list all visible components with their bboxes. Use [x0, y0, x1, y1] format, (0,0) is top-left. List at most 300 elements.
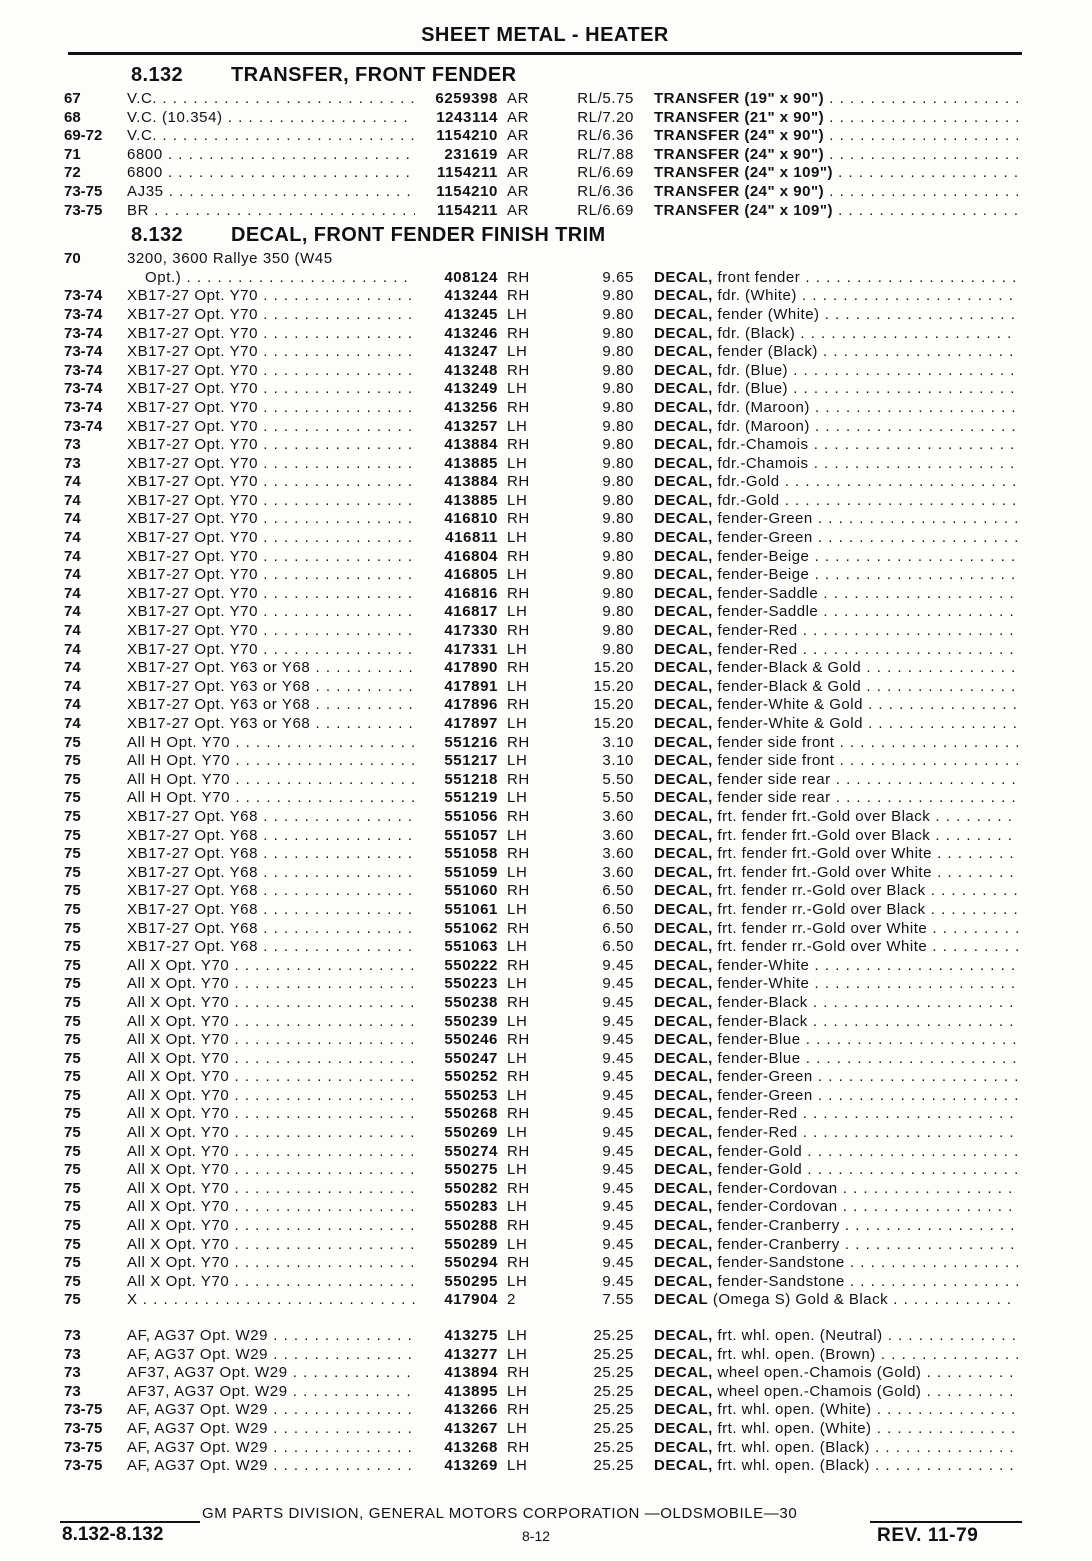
description-heading: DECAL, [654, 640, 713, 658]
quantity-side-cell: RH [507, 882, 530, 900]
description-text: fender-Black [712, 1012, 808, 1030]
part-number-cell: 551056 [444, 807, 498, 825]
description-cell [654, 146, 1018, 165]
footer-publisher: GM PARTS DIVISION, GENERAL MOTORS CORPORATION —OLDSMOBILE—30 [202, 1505, 798, 1522]
description-text: frt. whl. open. (White) [712, 1419, 872, 1437]
description-text: fender-Blue [712, 1031, 801, 1049]
description-heading: DECAL, [654, 1438, 713, 1456]
description-cell [654, 1439, 1018, 1458]
part-number-cell: 416816 [444, 584, 498, 602]
page-footer [52, 1500, 1042, 1560]
table-row [64, 882, 1024, 901]
application-cell: AF, AG37 Opt. W29 . . . [127, 1346, 415, 1365]
year-cell: 73-75 [64, 1401, 103, 1419]
description-text: fender-Black & Gold [712, 659, 862, 677]
description-cell [654, 1401, 1018, 1420]
quantity-side-cell: AR [507, 182, 530, 200]
description-text: (24" x 109") [739, 164, 833, 182]
part-number-cell: 551219 [444, 789, 498, 807]
description-cell [654, 1346, 1018, 1365]
description-cell [654, 436, 1018, 455]
description-cell [654, 678, 1018, 697]
year-cell: 69-72 [64, 127, 103, 145]
table-row [64, 845, 1024, 864]
part-number-cell: 1154211 [437, 164, 498, 182]
year-cell: 75 [64, 1086, 81, 1104]
price-cell: 9.80 [602, 473, 634, 491]
description-text: fdr. (Blue) [712, 380, 789, 398]
table-row [64, 306, 1024, 325]
description-cell [654, 1236, 1018, 1255]
part-number-cell: 551217 [444, 752, 498, 770]
quantity-side-cell: 2 [507, 1291, 516, 1309]
table-row [64, 1457, 1024, 1476]
part-number-cell: 550269 [444, 1124, 498, 1142]
application-cell: XB17-27 Opt. Y68 . . . [127, 864, 415, 883]
table-row [64, 1087, 1024, 1106]
part-number-cell: 417897 [444, 715, 498, 732]
part-number-cell: 413256 [444, 398, 498, 416]
year-cell: 74 [64, 640, 81, 658]
quantity-side-cell: RH [507, 733, 530, 751]
price-cell: 9.80 [602, 510, 634, 528]
application-cell: AF37, AG37 Opt. W29 . . . [127, 1364, 415, 1383]
price-cell: 9.45 [602, 1235, 634, 1253]
description-heading: DECAL, [654, 789, 713, 807]
description-cell [654, 1457, 1018, 1476]
description-cell [654, 1217, 1018, 1236]
application-cell: All X Opt. Y70 . . . [127, 1254, 415, 1273]
description-cell [654, 343, 1018, 362]
quantity-side-cell: LH [507, 1086, 528, 1104]
table-row [64, 127, 1024, 146]
application-cell: All X Opt. Y70 . . . [127, 957, 415, 976]
part-number-cell: 551059 [444, 863, 498, 881]
table-row [64, 901, 1024, 920]
table-row [64, 1143, 1024, 1162]
table-row [64, 771, 1024, 790]
year-cell: 73 [64, 1327, 81, 1344]
description-text: fdr.-Chamois [712, 436, 809, 454]
description-cell [654, 109, 1018, 128]
description-text: fender-Gold [712, 1161, 803, 1179]
description-cell [654, 585, 1018, 604]
part-number-cell: 413277 [444, 1345, 498, 1363]
table-row [64, 938, 1024, 957]
year-cell: 73-74 [64, 417, 103, 435]
table-row [64, 1401, 1024, 1420]
description-text: fdr. (Blue) [712, 361, 789, 379]
price-cell: 25.25 [593, 1438, 634, 1456]
description-text: fender-Saddle [712, 584, 819, 602]
description-cell [654, 202, 1018, 221]
description-heading: DECAL, [654, 956, 713, 974]
part-number-cell: 550247 [444, 1049, 498, 1067]
application-cell: XB17-27 Opt. Y70 . . . [127, 585, 415, 604]
price-cell: 9.80 [602, 417, 634, 435]
description-heading: DECAL, [654, 1254, 713, 1272]
application-cell: XB17-27 Opt. Y70 . . . [127, 566, 415, 585]
application-cell: All H Opt. Y70 . . . [127, 752, 415, 771]
quantity-side-cell: LH [507, 975, 528, 993]
application-cell: XB17-27 Opt. Y70 . . . [127, 641, 415, 660]
part-number-cell: 417330 [444, 622, 498, 640]
quantity-side-cell: LH [507, 826, 528, 844]
year-cell: 75 [64, 1068, 81, 1086]
application-cell: All X Opt. Y70 . . . [127, 1031, 415, 1050]
year-cell: 75 [64, 789, 81, 807]
description-text: fender-Red [712, 640, 798, 658]
price-cell: 9.45 [602, 1161, 634, 1179]
description-heading: DECAL, [654, 993, 713, 1011]
description-cell [654, 362, 1018, 381]
description-text: fender (White) [712, 305, 820, 323]
description-cell [654, 306, 1018, 325]
description-text: (24" x 90") [739, 182, 825, 200]
description-cell [654, 827, 1018, 846]
description-heading: DECAL, [654, 529, 713, 547]
quantity-side-cell: LH [507, 1124, 528, 1142]
description-cell [654, 529, 1018, 548]
description-heading: DECAL, [654, 882, 713, 900]
quantity-side-cell: LH [507, 1012, 528, 1030]
quantity-side-cell: LH [507, 1198, 528, 1216]
table-row [64, 1291, 1024, 1310]
description-cell [654, 957, 1018, 976]
description-heading: DECAL, [654, 770, 713, 788]
quantity-side-cell: RH [507, 1142, 530, 1160]
description-cell [654, 325, 1018, 344]
price-cell: 25.25 [593, 1327, 634, 1344]
description-cell [654, 492, 1018, 511]
section-title: DECAL, FRONT FENDER FINISH TRIM [231, 224, 606, 247]
description-cell [654, 901, 1018, 920]
part-number-cell: 550294 [444, 1254, 498, 1272]
table-row [64, 678, 1024, 697]
description-cell [654, 1254, 1018, 1273]
description-heading: TRANSFER [654, 145, 740, 163]
table-row [64, 1161, 1024, 1180]
table-row [64, 1105, 1024, 1124]
description-text: frt. fender rr.-Gold over White [712, 938, 928, 956]
part-number-cell: 550282 [444, 1179, 498, 1197]
application-cell: XB17-27 Opt. Y68 . . . [127, 920, 415, 939]
application-cell: XB17-27 Opt. Y68 . . . [127, 845, 415, 864]
quantity-side-cell: LH [507, 343, 528, 361]
footer-rule [870, 1521, 1022, 1523]
table-row [64, 455, 1024, 474]
description-heading: DECAL, [654, 1161, 713, 1179]
description-text: fdr. (White) [712, 287, 797, 305]
year-cell: 73-74 [64, 343, 103, 361]
section-wheel-opening-list [64, 1327, 1024, 1476]
description-text: fender-Red [712, 1124, 798, 1142]
year-cell: 75 [64, 1217, 81, 1235]
part-number-cell: 231619 [444, 145, 498, 163]
description-heading: DECAL, [654, 1345, 713, 1363]
price-cell: 15.20 [593, 677, 634, 695]
price-cell: 9.65 [602, 268, 634, 286]
part-number-cell: 550295 [444, 1272, 498, 1290]
table-row [64, 399, 1024, 418]
application-cell: V.C. . . . [127, 90, 415, 109]
year-cell: 75 [64, 1105, 81, 1123]
description-text: fdr. (Black) [712, 324, 796, 342]
application-cell: XB17-27 Opt. Y70 . . . [127, 473, 415, 492]
price-cell: 6.50 [602, 882, 634, 900]
description-text: frt. whl. open. (Black) [712, 1438, 870, 1456]
part-number-cell: 413245 [444, 305, 498, 323]
description-cell [654, 90, 1018, 109]
description-heading: DECAL, [654, 752, 713, 770]
description-text: fender side rear [712, 770, 831, 788]
table-row [64, 164, 1024, 183]
application-cell: AF, AG37 Opt. W29 . . . [127, 1401, 415, 1420]
description-cell [654, 269, 1018, 288]
price-cell: 25.25 [593, 1382, 634, 1400]
table-row [64, 183, 1024, 202]
year-cell: 68 [64, 108, 81, 126]
description-text: frt. fender rr.-Gold over Black [712, 900, 926, 918]
description-heading: DECAL, [654, 1086, 713, 1104]
description-heading: DECAL, [654, 436, 713, 454]
page-header [68, 24, 1022, 55]
part-number-cell: 551058 [444, 845, 498, 863]
table-row [64, 603, 1024, 622]
description-cell [654, 566, 1018, 585]
quantity-side-cell: LH [507, 529, 528, 547]
year-cell: 73-75 [64, 1419, 103, 1437]
table-row [64, 1383, 1024, 1402]
quantity-side-cell: RH [507, 268, 530, 286]
quantity-side-cell: RH [507, 770, 530, 788]
application-cell: All X Opt. Y70 . . . [127, 1050, 415, 1069]
description-heading: DECAL, [654, 863, 713, 881]
application-cell: All X Opt. Y70 . . . [127, 1013, 415, 1032]
year-cell: 75 [64, 1272, 81, 1290]
quantity-side-cell: LH [507, 1419, 528, 1437]
description-text: fender-Beige [712, 566, 810, 584]
description-text: frt. whl. open. (Neutral) [712, 1327, 883, 1344]
year-cell: 75 [64, 1254, 81, 1272]
application-cell: XB17-27 Opt. Y70 . . . [127, 529, 415, 548]
description-text: frt. fender frt.-Gold over White [712, 845, 932, 863]
part-number-cell: 550223 [444, 975, 498, 993]
description-cell [654, 882, 1018, 901]
description-heading: DECAL, [654, 268, 713, 286]
table-row [64, 1236, 1024, 1255]
table-row [64, 287, 1024, 306]
year-cell: 74 [64, 677, 81, 695]
table-row [64, 1124, 1024, 1143]
description-cell [654, 1180, 1018, 1199]
part-number-cell: 1154210 [436, 127, 498, 145]
year-cell: 74 [64, 603, 81, 621]
description-cell [654, 127, 1018, 146]
quantity-side-cell: LH [507, 566, 528, 584]
application-cell: XB17-27 Opt. Y70 . . . [127, 418, 415, 437]
description-cell [654, 399, 1018, 418]
quantity-side-cell: LH [507, 1382, 528, 1400]
quantity-side-cell: LH [507, 454, 528, 472]
quantity-side-cell: RH [507, 1364, 530, 1382]
description-heading: DECAL, [654, 287, 713, 305]
application-cell: AF, AG37 Opt. W29 . . . [127, 1327, 415, 1346]
price-cell: 9.45 [602, 1031, 634, 1049]
table-row [64, 1273, 1024, 1292]
quantity-side-cell: LH [507, 1235, 528, 1253]
application-cell: XB17-27 Opt. Y68 . . . [127, 882, 415, 901]
part-number-cell: 550252 [444, 1068, 498, 1086]
part-number-cell: 550274 [444, 1142, 498, 1160]
table-row [64, 641, 1024, 660]
application-cell: AJ35 . . . [127, 183, 415, 202]
application-cell: All X Opt. Y70 . . . [127, 1068, 415, 1087]
description-heading: DECAL, [654, 1235, 713, 1253]
year-cell: 74 [64, 659, 81, 677]
description-heading: DECAL, [654, 491, 713, 509]
table-row [64, 696, 1024, 715]
quantity-side-cell: RH [507, 993, 530, 1011]
application-cell: AF, AG37 Opt. W29 . . . [127, 1439, 415, 1458]
quantity-side-cell: RH [507, 1068, 530, 1086]
description-cell [654, 1291, 1018, 1310]
quantity-side-cell: RH [507, 919, 530, 937]
table-row [64, 789, 1024, 808]
part-number-cell: 6259398 [435, 90, 498, 107]
application-cell: XB17-27 Opt. Y63 or Y68 . . . [127, 678, 415, 697]
table-row [64, 659, 1024, 678]
year-cell: 75 [64, 1049, 81, 1067]
description-text: (24" x 90") [739, 127, 825, 145]
description-text: fender-Cranberry [712, 1217, 840, 1235]
application-cell: XB17-27 Opt. Y68 . . . [127, 827, 415, 846]
part-number-cell: 416805 [444, 566, 498, 584]
price-cell: 25.25 [593, 1401, 634, 1419]
quantity-side-cell: AR [507, 201, 530, 219]
footer-page-number: 8-12 [522, 1528, 551, 1544]
part-number-cell: 551061 [444, 900, 498, 918]
table-row [64, 715, 1024, 734]
section-decal-list [64, 269, 1024, 1310]
description-heading: DECAL, [654, 1364, 713, 1382]
description-cell [654, 1420, 1018, 1439]
catalog-content [64, 60, 1024, 1476]
part-number-cell: 550238 [444, 993, 498, 1011]
description-cell [654, 455, 1018, 474]
price-cell: 9.80 [602, 343, 634, 361]
description-cell [654, 1124, 1018, 1143]
table-row [64, 529, 1024, 548]
year-cell: 75 [64, 1179, 81, 1197]
part-number-cell: 550268 [444, 1105, 498, 1123]
table-row [64, 1013, 1024, 1032]
description-text: fender-Green [712, 1086, 813, 1104]
application-cell: XB17-27 Opt. Y68 . . . [127, 808, 415, 827]
description-cell [654, 1364, 1018, 1383]
section-number: 8.132 [131, 224, 184, 247]
description-text: (24" x 109") [739, 201, 833, 219]
description-cell [654, 1198, 1018, 1217]
application-cell: All H Opt. Y70 . . . [127, 789, 415, 808]
description-text: fender-Green [712, 1068, 813, 1086]
description-heading: DECAL, [654, 343, 713, 361]
quantity-side-cell: RH [507, 1438, 530, 1456]
description-cell [654, 659, 1018, 678]
footer-revision: REV. 11-79 [877, 1525, 979, 1546]
price-cell: 9.45 [602, 1272, 634, 1290]
description-cell [654, 1031, 1018, 1050]
description-heading: DECAL, [654, 361, 713, 379]
year-cell: 74 [64, 491, 81, 509]
table-row [64, 808, 1024, 827]
quantity-side-cell: LH [507, 752, 528, 770]
price-cell: 9.80 [602, 547, 634, 565]
description-heading: DECAL, [654, 324, 713, 342]
description-heading: DECAL, [654, 566, 713, 584]
price-cell: RL/6.69 [577, 201, 634, 219]
part-number-cell: 550288 [444, 1217, 498, 1235]
year-cell: 75 [64, 956, 81, 974]
description-heading: TRANSFER [654, 164, 740, 182]
part-number-cell: 551062 [444, 919, 498, 937]
description-cell [654, 603, 1018, 622]
description-cell [654, 789, 1018, 808]
price-cell: 9.80 [602, 454, 634, 472]
year-cell: 74 [64, 547, 81, 565]
description-text: (19" x 90") [739, 90, 825, 107]
quantity-side-cell: RH [507, 1031, 530, 1049]
price-cell: 9.45 [602, 1254, 634, 1272]
description-text: fender-White & Gold [712, 715, 863, 732]
description-heading: DECAL, [654, 807, 713, 825]
description-heading: DECAL, [654, 454, 713, 472]
description-heading: DECAL, [654, 547, 713, 565]
application-cell: XB17-27 Opt. Y70 . . . [127, 362, 415, 381]
quantity-side-cell: LH [507, 863, 528, 881]
quantity-side-cell: RH [507, 622, 530, 640]
description-text: fender-Sandstone [712, 1272, 845, 1290]
part-number-cell: 413257 [444, 417, 498, 435]
quantity-side-cell: LH [507, 789, 528, 807]
description-heading: DECAL, [654, 1068, 713, 1086]
description-text: frt. fender rr.-Gold over White [712, 919, 928, 937]
description-text: fender-Sandstone [712, 1254, 845, 1272]
part-number-cell: 413885 [444, 491, 498, 509]
description-text: fender side front [712, 752, 835, 770]
year-cell: 75 [64, 1124, 81, 1142]
quantity-side-cell: LH [507, 938, 528, 956]
quantity-side-cell: RH [507, 1105, 530, 1123]
description-text: fender-Cordovan [712, 1198, 838, 1216]
price-cell: 9.80 [602, 361, 634, 379]
application-cell: AF, AG37 Opt. W29 . . . [127, 1457, 415, 1476]
part-number-cell: 413267 [444, 1419, 498, 1437]
table-row [64, 734, 1024, 753]
year-cell: 71 [64, 145, 81, 163]
quantity-side-cell: LH [507, 1457, 528, 1475]
year-cell: 75 [64, 1031, 81, 1049]
year-cell: 75 [64, 900, 81, 918]
price-cell: 15.20 [593, 696, 634, 714]
quantity-side-cell: RH [507, 584, 530, 602]
description-text: fdr. (Maroon) [712, 398, 810, 416]
price-cell: 9.45 [602, 1198, 634, 1216]
price-cell: 9.80 [602, 380, 634, 398]
quantity-side-cell: RH [507, 845, 530, 863]
description-cell [654, 1087, 1018, 1106]
section-transfer-list [64, 90, 1024, 220]
